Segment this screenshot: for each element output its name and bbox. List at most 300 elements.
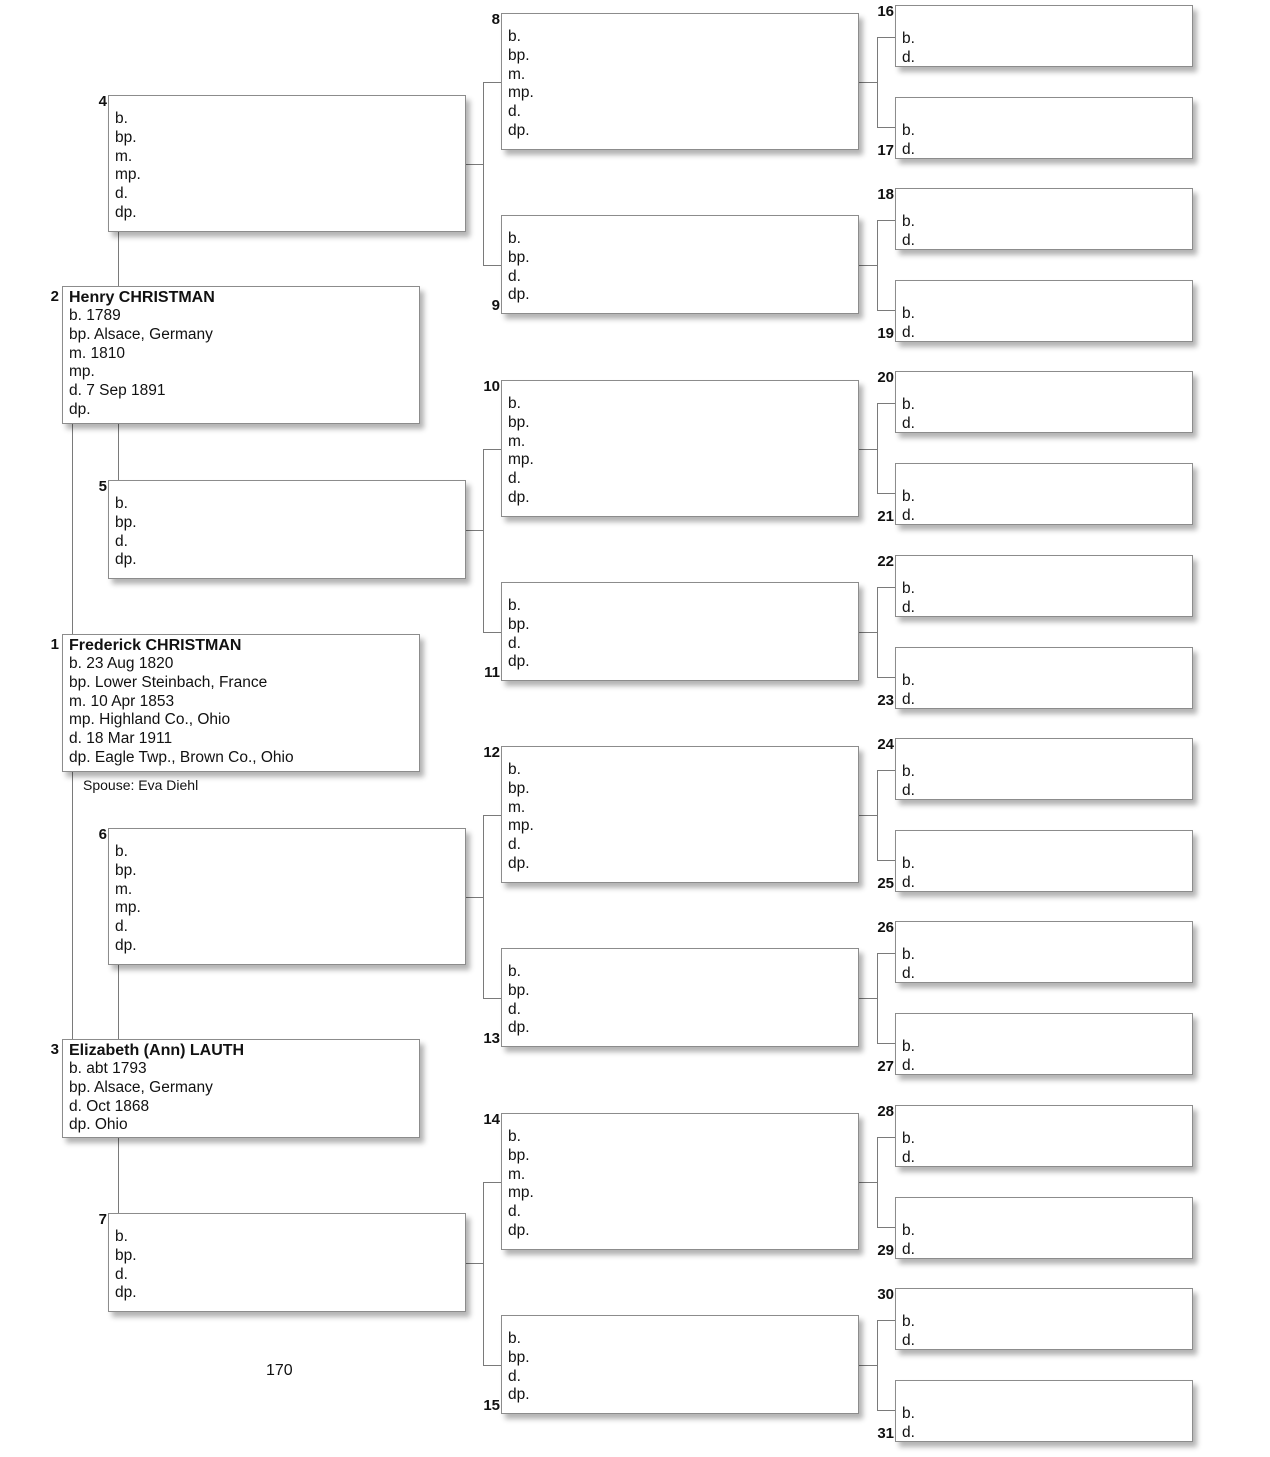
fact-line (896, 1038, 1192, 1057)
fact-line (63, 326, 419, 345)
fact-line (896, 1149, 1192, 1168)
fact-value: Eagle Twp., Brown Co., Ohio (94, 748, 294, 766)
fact-label: b. (508, 230, 521, 247)
fact-line (502, 28, 858, 47)
fact-value: 1810 (90, 344, 126, 362)
fact-line (502, 1203, 858, 1222)
fact-label: b. (508, 28, 521, 45)
fact-line (502, 103, 858, 122)
connector-1-2 (72, 424, 73, 634)
fact-line (502, 451, 858, 470)
fact-label: dp. (115, 936, 137, 954)
fact-label: bp. (508, 1348, 530, 1366)
fact-label: b. (902, 488, 915, 505)
person-name (502, 382, 858, 395)
connector-11-bracket (877, 587, 878, 678)
person-box-29 (877, 1197, 1193, 1259)
person-name (502, 1317, 858, 1330)
fact-line (502, 1147, 858, 1166)
fact-label: mp. (508, 451, 534, 469)
fact-label: b. (69, 307, 82, 324)
fact-line (896, 488, 1192, 507)
fact-line (63, 711, 419, 730)
fact-line (63, 749, 419, 768)
person-number: 15 (483, 1397, 500, 1414)
connector-8 (859, 82, 877, 83)
connector-2-5 (118, 424, 119, 480)
fact-line (502, 1349, 858, 1368)
fact-label: b. (902, 1313, 915, 1330)
person-box-10 (483, 378, 859, 517)
person-box-12 (483, 744, 859, 883)
fact-line (896, 691, 1192, 710)
person-number: 4 (98, 93, 107, 110)
fact-value: Lower Steinbach, France (94, 673, 268, 691)
fact-label: d. (902, 598, 915, 616)
fact-line (502, 761, 858, 780)
person-number: 1 (50, 636, 59, 653)
connector-13 (859, 998, 877, 999)
fact-line (63, 1116, 419, 1135)
fact-label: mp. (115, 899, 141, 917)
fact-label: m. (508, 432, 526, 450)
fact-line (896, 1405, 1192, 1424)
fact-line (502, 414, 858, 433)
fact-label: dp. (115, 1284, 137, 1302)
person-name (502, 1115, 858, 1128)
fact-label: b. (69, 655, 82, 672)
person-number: 10 (483, 378, 500, 395)
connector-12-bracket (877, 770, 878, 861)
person-box-26 (877, 919, 1193, 983)
person-number: 23 (877, 692, 894, 709)
fact-line (896, 672, 1192, 691)
fact-label: dp. (69, 400, 91, 418)
person-box-3 (50, 1039, 420, 1138)
person-number: 28 (877, 1103, 894, 1120)
fact-label: mp. (69, 363, 95, 381)
fact-label: m. (508, 65, 526, 83)
connector-14-29 (877, 1227, 895, 1228)
fact-line (896, 1130, 1192, 1149)
fact-label: m. (508, 1165, 526, 1183)
fact-label: d. (508, 1203, 521, 1221)
fact-line (109, 843, 465, 862)
fact-value: abt 1793 (86, 1060, 147, 1077)
connector-5-11 (483, 632, 501, 633)
fact-label: dp. (508, 121, 530, 139)
fact-line (109, 110, 465, 129)
connector-11-22 (877, 587, 895, 588)
person-number: 26 (877, 919, 894, 936)
spouse-label: Spouse: Eva Diehl (83, 777, 199, 793)
fact-label: b. (115, 495, 128, 512)
fact-line (502, 1166, 858, 1185)
connector-13-bracket (877, 953, 878, 1044)
connector-11-23 (877, 677, 895, 678)
person-box-9 (491, 215, 859, 314)
person-name: Elizabeth (Ann) LAUTH (69, 1042, 245, 1059)
connector-5 (466, 530, 483, 531)
connector-10-20 (877, 403, 895, 404)
person-number: 30 (877, 1286, 894, 1303)
fact-line (896, 396, 1192, 415)
person-box-6 (98, 826, 466, 965)
fact-line (896, 141, 1192, 160)
fact-label: dp. (508, 286, 530, 304)
fact-label: d. (902, 873, 915, 891)
person-number: 13 (483, 1030, 500, 1047)
fact-label: m. (115, 880, 133, 898)
fact-label: bp. (508, 779, 530, 797)
connector-6 (466, 897, 483, 898)
person-name (109, 482, 465, 495)
fact-line (896, 507, 1192, 526)
fact-label: d. (902, 48, 915, 66)
fact-value: Highland Co., Ohio (99, 711, 231, 729)
person-number: 24 (877, 736, 894, 753)
fact-label: b. (902, 213, 915, 230)
fact-line (109, 148, 465, 167)
fact-line (109, 899, 465, 918)
fact-label: bp. (69, 1078, 91, 1096)
person-box-28 (877, 1103, 1193, 1167)
fact-line (896, 1313, 1192, 1332)
person-name (109, 1215, 465, 1228)
fact-line (502, 489, 858, 508)
fact-line (502, 433, 858, 452)
fact-label: b. (508, 597, 521, 614)
fact-label: d. (902, 1423, 915, 1441)
person-box-7 (98, 1211, 466, 1312)
fact-label: d. (902, 1331, 915, 1349)
connector-10 (859, 449, 877, 450)
person-number: 3 (50, 1041, 59, 1058)
fact-line (109, 1228, 465, 1247)
fact-label: mp. (69, 711, 95, 729)
fact-label: d. (69, 1097, 82, 1115)
fact-line (502, 1222, 858, 1241)
connector-4-9 (483, 265, 501, 266)
person-box-21 (877, 463, 1193, 525)
person-name (502, 15, 858, 28)
fact-value: Oct 1868 (86, 1097, 150, 1115)
fact-value: Alsace, Germany (94, 1078, 213, 1096)
person-box-15 (483, 1315, 859, 1414)
fact-label: dp. (508, 1386, 530, 1404)
fact-line (109, 185, 465, 204)
fact-line (896, 1424, 1192, 1443)
fact-line (896, 763, 1192, 782)
person-box-30 (877, 1286, 1193, 1350)
fact-line (109, 551, 465, 570)
fact-line (109, 533, 465, 552)
person-number: 11 (484, 664, 500, 681)
fact-label: b. (115, 1228, 128, 1245)
connector-6-bracket (483, 815, 484, 999)
connector-15 (859, 1365, 877, 1366)
fact-line (896, 855, 1192, 874)
fact-label: d. (902, 1148, 915, 1166)
fact-line (109, 862, 465, 881)
connector-8-bracket (877, 37, 878, 128)
fact-label: bp. (115, 1246, 137, 1264)
fact-label: d. (902, 781, 915, 799)
fact-label: dp. (69, 748, 91, 766)
fact-label: b. (902, 1405, 915, 1422)
connector-12 (859, 815, 877, 816)
person-box-14 (483, 1111, 859, 1250)
fact-line (502, 230, 858, 249)
fact-label: dp. (508, 488, 530, 506)
fact-line (502, 249, 858, 268)
fact-line (502, 836, 858, 855)
fact-label: d. (902, 140, 915, 158)
fact-label: dp. (508, 1019, 530, 1037)
fact-label: bp. (115, 513, 137, 531)
fact-label: dp. (508, 653, 530, 671)
fact-label: bp. (115, 128, 137, 146)
fact-value: Alsace, Germany (94, 325, 213, 343)
fact-line (502, 268, 858, 287)
person-name (109, 830, 465, 843)
fact-label: d. (508, 1000, 521, 1018)
connector-5-bracket (483, 449, 484, 633)
connector-15-31 (877, 1410, 895, 1411)
person-box-8 (491, 11, 859, 150)
person-number: 18 (877, 186, 894, 203)
fact-label: bp. (115, 861, 137, 879)
fact-line (896, 415, 1192, 434)
fact-label: dp. (508, 854, 530, 872)
connector-8-17 (877, 127, 895, 128)
connector-9-bracket (877, 220, 878, 311)
fact-line (63, 1098, 419, 1117)
connector-4-bracket (483, 82, 484, 266)
fact-label: d. (69, 382, 82, 400)
person-box-16 (877, 3, 1193, 67)
fact-label: b. (902, 122, 915, 139)
fact-value: 7 Sep 1891 (86, 382, 166, 400)
person-box-23 (877, 647, 1193, 709)
fact-line (896, 946, 1192, 965)
fact-label: d. (508, 836, 521, 854)
person-number: 22 (877, 553, 894, 570)
person-number: 12 (483, 744, 500, 761)
fact-label: b. (115, 110, 128, 127)
person-name (109, 97, 465, 110)
fact-label: d. (508, 267, 521, 285)
connector-2-4 (118, 232, 119, 286)
fact-label: m. (69, 344, 87, 362)
fact-line (63, 307, 419, 326)
fact-line (896, 599, 1192, 618)
fact-label: d. (115, 918, 128, 936)
fact-line (109, 514, 465, 533)
fact-label: d. (902, 231, 915, 249)
connector-12-24 (877, 770, 895, 771)
person-number: 9 (491, 297, 500, 314)
connector-7-14 (483, 1182, 501, 1183)
fact-line (502, 66, 858, 85)
connector-14-bracket (877, 1137, 878, 1228)
fact-label: d. (902, 414, 915, 432)
person-number: 2 (50, 288, 59, 305)
fact-label: d. (115, 532, 128, 550)
fact-label: d. (902, 690, 915, 708)
fact-line (63, 363, 419, 382)
fact-line (502, 817, 858, 836)
fact-line (896, 30, 1192, 49)
fact-label: mp. (115, 166, 141, 184)
fact-line (896, 213, 1192, 232)
fact-line (896, 580, 1192, 599)
fact-label: bp. (508, 615, 530, 633)
fact-line (109, 937, 465, 956)
fact-label: d. (508, 634, 521, 652)
fact-label: mp. (508, 1184, 534, 1202)
fact-line (109, 881, 465, 900)
connector-15-bracket (877, 1320, 878, 1411)
fact-line (502, 653, 858, 672)
fact-label: d. (69, 730, 82, 748)
fact-line (896, 874, 1192, 893)
connector-13-27 (877, 1043, 895, 1044)
fact-label: b. (902, 1130, 915, 1147)
fact-line (896, 782, 1192, 801)
fact-label: bp. (69, 673, 91, 691)
fact-label: b. (902, 1038, 915, 1055)
person-number: 25 (877, 875, 894, 892)
fact-label: b. (902, 396, 915, 413)
fact-line (896, 1222, 1192, 1241)
person-number: 5 (98, 478, 107, 495)
person-box-11 (484, 582, 859, 681)
connector-9 (859, 265, 877, 266)
person-box-1 (50, 634, 420, 772)
fact-line (502, 395, 858, 414)
person-number: 31 (877, 1425, 894, 1442)
fact-label: d. (508, 1367, 521, 1385)
connector-5-10 (483, 449, 501, 450)
person-box-5 (98, 478, 466, 579)
fact-label: b. (902, 580, 915, 597)
connector-14 (859, 1182, 877, 1183)
fact-line (896, 232, 1192, 251)
person-number: 7 (98, 1211, 107, 1228)
person-number: 21 (877, 508, 894, 525)
person-number: 20 (877, 369, 894, 386)
person-box-4 (98, 93, 466, 232)
person-name: Henry CHRISTMAN (69, 289, 215, 306)
connector-14-28 (877, 1137, 895, 1138)
connector-6-12 (483, 815, 501, 816)
fact-label: b. (902, 763, 915, 780)
fact-line (502, 616, 858, 635)
fact-label: d. (902, 1056, 915, 1074)
fact-value: Ohio (94, 1116, 128, 1134)
fact-line (502, 1019, 858, 1038)
fact-label: b. (508, 395, 521, 412)
fact-line (109, 918, 465, 937)
person-name: Frederick CHRISTMAN (69, 637, 242, 654)
fact-label: d. (902, 1240, 915, 1258)
fact-line (502, 1386, 858, 1405)
fact-line (63, 382, 419, 401)
page-number: 170 (266, 1362, 293, 1379)
fact-label: dp. (115, 203, 137, 221)
fact-line (63, 655, 419, 674)
fact-line (109, 1247, 465, 1266)
person-number: 14 (483, 1111, 500, 1128)
fact-label: d. (508, 470, 521, 488)
fact-value: 23 Aug 1820 (86, 655, 174, 672)
fact-line (63, 1060, 419, 1079)
fact-line (896, 1241, 1192, 1260)
connector-6-13 (483, 998, 501, 999)
fact-line (109, 495, 465, 514)
fact-line (502, 47, 858, 66)
connector-8-16 (877, 37, 895, 38)
person-box-17 (877, 97, 1193, 159)
fact-label: b. (902, 30, 915, 47)
fact-label: b. (115, 843, 128, 860)
fact-label: dp. (508, 1221, 530, 1239)
person-name (502, 950, 858, 963)
fact-line (502, 799, 858, 818)
person-number: 27 (877, 1058, 894, 1075)
fact-line (109, 129, 465, 148)
connector-7 (466, 1263, 483, 1264)
person-number: 16 (877, 3, 894, 20)
fact-label: m. (508, 798, 526, 816)
fact-line (502, 1184, 858, 1203)
person-name (502, 217, 858, 230)
person-box-18 (877, 186, 1193, 250)
person-box-24 (877, 736, 1193, 800)
connector-10-21 (877, 493, 895, 494)
fact-line (502, 84, 858, 103)
person-box-25 (877, 830, 1193, 892)
person-box-31 (877, 1380, 1193, 1442)
connector-4 (466, 164, 483, 165)
fact-label: b. (508, 963, 521, 980)
fact-line (896, 1057, 1192, 1076)
fact-line (109, 204, 465, 223)
fact-line (109, 166, 465, 185)
connector-4-8 (483, 82, 501, 83)
person-name (502, 748, 858, 761)
fact-label: bp. (508, 1146, 530, 1164)
fact-label: d. (902, 964, 915, 982)
fact-line (502, 286, 858, 305)
person-number: 17 (877, 142, 894, 159)
fact-line (896, 122, 1192, 141)
connector-9-18 (877, 220, 895, 221)
fact-label: mp. (508, 84, 534, 102)
person-number: 29 (877, 1242, 894, 1259)
fact-label: bp. (508, 413, 530, 431)
connector-15-30 (877, 1320, 895, 1321)
person-number: 8 (491, 11, 500, 28)
fact-line (502, 1330, 858, 1349)
fact-label: bp. (508, 248, 530, 266)
fact-line (896, 324, 1192, 343)
connector-10-bracket (877, 403, 878, 494)
connector-3-7 (118, 1138, 119, 1213)
fact-line (109, 1266, 465, 1285)
fact-line (63, 345, 419, 364)
